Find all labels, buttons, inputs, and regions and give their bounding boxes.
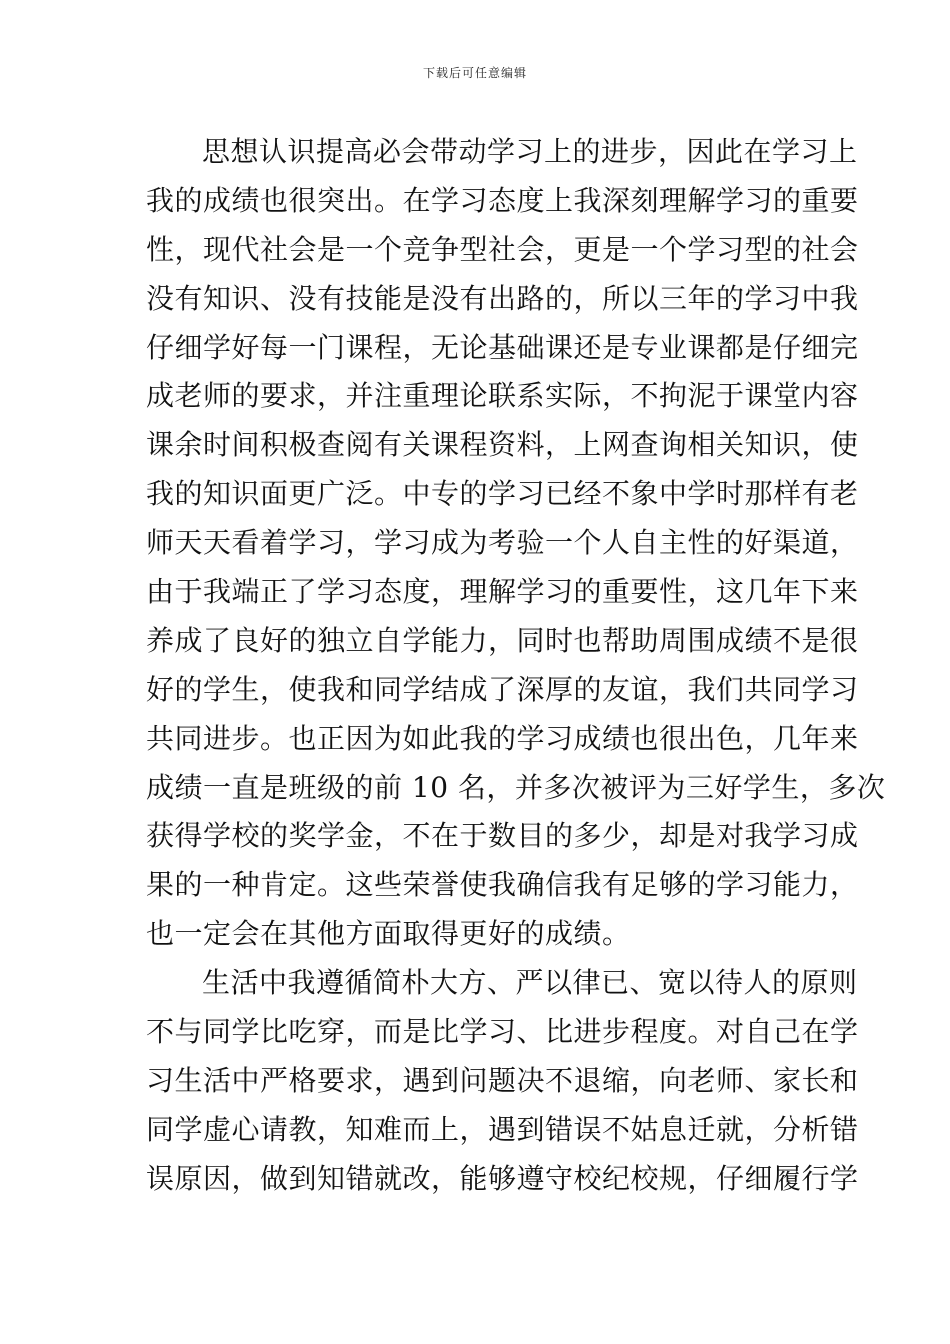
paragraph-2-line-4: 同学虚心请教，知难而上，遇到错误不姑息迁就，分析错: [146, 1112, 859, 1146]
paragraph-1-line-10: 由于我端正了学习态度，理解学习的重要性，这几年下来: [146, 575, 859, 609]
paragraph-1-line-11: 养成了良好的独立自学能力，同时也帮助周围成绩不是很: [146, 623, 859, 657]
paragraph-2-line-1: 生活中我遵循简朴大方、严以律已、宽以待人的原则: [202, 966, 858, 1000]
paragraph-1-line-1: 思想认识提高必会带动学习上的进步，因此在学习上: [202, 135, 858, 168]
body-text: [146, 128, 886, 1204]
paragraph-1-line-4: 没有知识、没有技能是没有出路的，所以三年的学习中我: [146, 281, 859, 315]
paragraph-1-line-9: 师天天看着学习，学习成为考验一个人自主性的好渠道，: [146, 526, 859, 560]
paragraph-1-line-6: 成老师的要求，并注重理论联系实际，不拘泥于课堂内容: [146, 379, 859, 413]
paragraph-2-line-5: 误原因，做到知错就改，能够遵守校纪校规，仔细履行学: [146, 1161, 859, 1195]
paragraph-1-line-12: 好的学生，使我和同学结成了深厚的友谊，我们共同学习: [146, 672, 859, 706]
paragraph-2-line-2: 不与同学比吃穿，而是比学习、比进步程度。对自己在学: [146, 1015, 859, 1049]
paragraph-1-line-16: 果的一种肯定。这些荣誉使我确信我有足够的学习能力，: [146, 868, 859, 902]
paragraph-2-line-3: 习生活中严格要求，遇到问题决不退缩，向老师、家长和: [146, 1063, 859, 1097]
paragraph-1-line-3: 性，现代社会是一个竞争型社会，更是一个学习型的社会: [146, 232, 859, 266]
paragraph-1-line-5: 仔细学好每一门课程，无论基础课还是专业课都是仔细完: [146, 330, 859, 364]
paragraph-1-line-13: 共同进步。也正因为如此我的学习成绩也很出色，几年来: [146, 721, 859, 755]
paragraph-1-line-8: 我的知识面更广泛。中专的学习已经不象中学时那样有老: [146, 477, 859, 511]
paragraph-1-line-7: 课余时间积极查阅有关课程资料，上网查询相关知识，使: [146, 428, 859, 462]
paragraph-1-line-14: 成绩一直是班级的前 10 名，并多次被评为三好学生，多次: [146, 770, 886, 804]
header-note: 下载后可任意编辑: [422, 66, 527, 80]
paragraph-1-line-2: 我的成绩也很突出。在学习态度上我深刻理解学习的重要: [146, 183, 859, 217]
paragraph-1-line-17: 也一定会在其他方面取得更好的成绩。: [146, 917, 631, 951]
paragraph-1-line-15: 获得学校的奖学金，不在于数目的多少，却是对我学习成: [146, 819, 859, 853]
